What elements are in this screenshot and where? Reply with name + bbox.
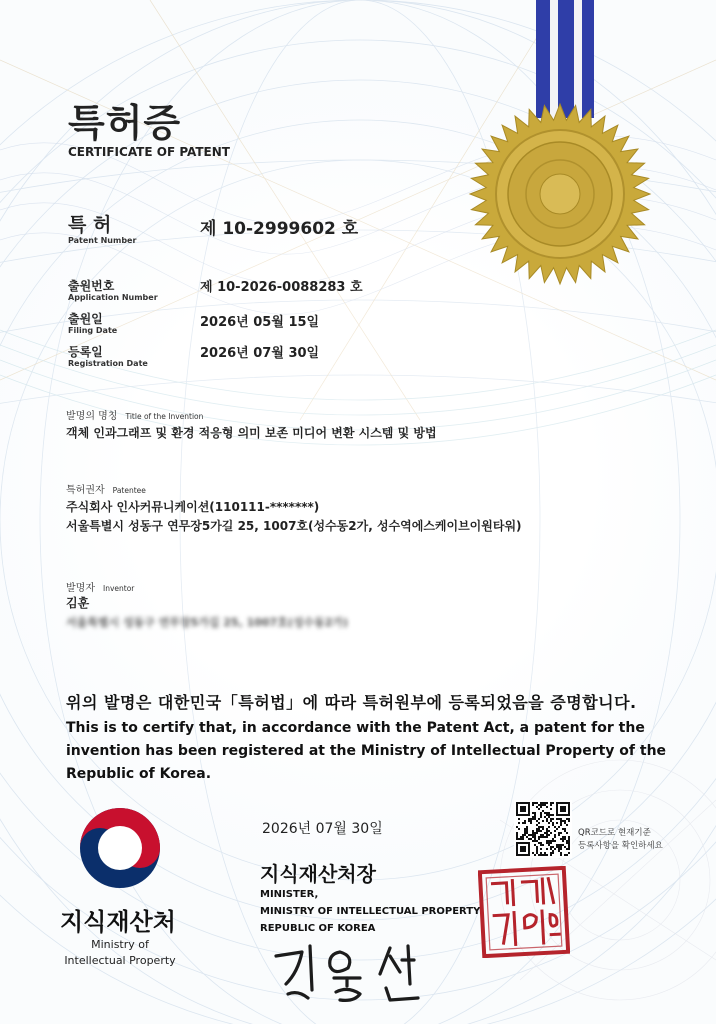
minister-title-en-line-1: MINISTER, xyxy=(260,889,319,900)
ministry-name-en-line-1: Ministry of xyxy=(91,938,149,951)
certification-statement-en-line-2: invention has been registered at the Ministry of Intellectual Property of the xyxy=(66,743,667,759)
invention-title: 객체 인과그래프 및 환경 적응형 의미 보존 미디어 변환 시스템 및 방법 xyxy=(66,426,437,440)
filing-date-label: 출원일 xyxy=(68,312,103,326)
patentee-label xyxy=(66,478,146,497)
issue-date: 2026년 07월 30일 xyxy=(262,821,383,837)
invention-label-en: Title of the Invention xyxy=(125,412,204,421)
application-number-label-en: Application Number xyxy=(68,293,158,302)
patentee-name: 주식회사 인사커뮤니케이션(110111-*******) xyxy=(66,500,320,514)
registration-date-label-en: Registration Date xyxy=(68,359,148,368)
patentee-label-en: Patentee xyxy=(112,486,146,495)
ministry-name-ko: 지식재산처 xyxy=(60,908,176,936)
minister-title-en-line-3: REPUBLIC OF KOREA xyxy=(260,923,376,934)
minister-title-en-line-2: MINISTRY OF INTELLECTUAL PROPERTY xyxy=(260,906,481,917)
invention-label xyxy=(66,404,203,423)
certification-statement-ko: 위의 발명은 대한민국「특허법」에 따라 특허원부에 등록되었음을 증명합니다. xyxy=(66,693,637,712)
registration-date-value: 2026년 07월 30일 xyxy=(200,346,320,361)
inventor-label-en: Inventor xyxy=(102,584,135,593)
invention-label-ko: 발명의 명칭 xyxy=(66,411,118,422)
application-number-label: 출원번호 xyxy=(68,279,115,293)
ribbon-blue-mid xyxy=(558,0,574,118)
application-number-value: 제 10-2026-0088283 호 xyxy=(200,280,363,295)
ribbon-blue-left xyxy=(536,0,550,118)
patent-number-label: 특 허 xyxy=(68,214,112,236)
registration-date-label: 등록일 xyxy=(68,345,103,359)
patentee-address: 서울특별시 성동구 연무장5가길 25, 1007호(성수동2가, 성수역에스케이브이원타워) xyxy=(66,519,522,533)
inventor-address-redacted: 서울특별시 성동구 연무장5가길 25, 1007호(성수동2가) xyxy=(66,616,349,629)
inventor-name: 김훈 xyxy=(66,596,90,610)
page-title: 특허증 xyxy=(68,101,182,145)
ribbon-blue-right xyxy=(582,0,594,118)
minister-signature-icon xyxy=(268,938,448,1008)
filing-date-value: 2026년 05월 15일 xyxy=(200,315,320,330)
minister-title-ko: 지식재산처장 xyxy=(260,862,376,886)
page-title-en: CERTIFICATE OF PATENT xyxy=(68,145,230,159)
filing-date-label-en: Filing Date xyxy=(68,326,118,335)
qr-note-line-1: QR코드로 현재기준 xyxy=(578,828,651,838)
inventor-label-ko: 발명자 xyxy=(66,583,95,594)
gold-seal-icon xyxy=(468,102,652,286)
certification-statement-en-line-1: This is to certify that, in accordance with the Patent Act, a patent for the xyxy=(66,720,645,736)
qr-code-icon[interactable] xyxy=(514,800,572,858)
patent-number-value: 제 10-2999602 호 xyxy=(200,219,359,239)
ribbon-white xyxy=(550,0,558,118)
patentee-label-ko: 특허권자 xyxy=(66,485,105,496)
taeguk-emblem-icon xyxy=(78,806,162,890)
inventor-label xyxy=(66,576,134,595)
patent-number-label-en: Patent Number xyxy=(68,236,137,245)
certification-statement-en-line-3: Republic of Korea. xyxy=(66,766,212,782)
ministry-name-en-line-2: Intellectual Property xyxy=(64,954,176,967)
minister-seal-icon xyxy=(478,866,570,958)
ribbon-white-2 xyxy=(574,0,582,118)
qr-note-line-2: 등록사항을 확인하세요 xyxy=(578,841,663,851)
